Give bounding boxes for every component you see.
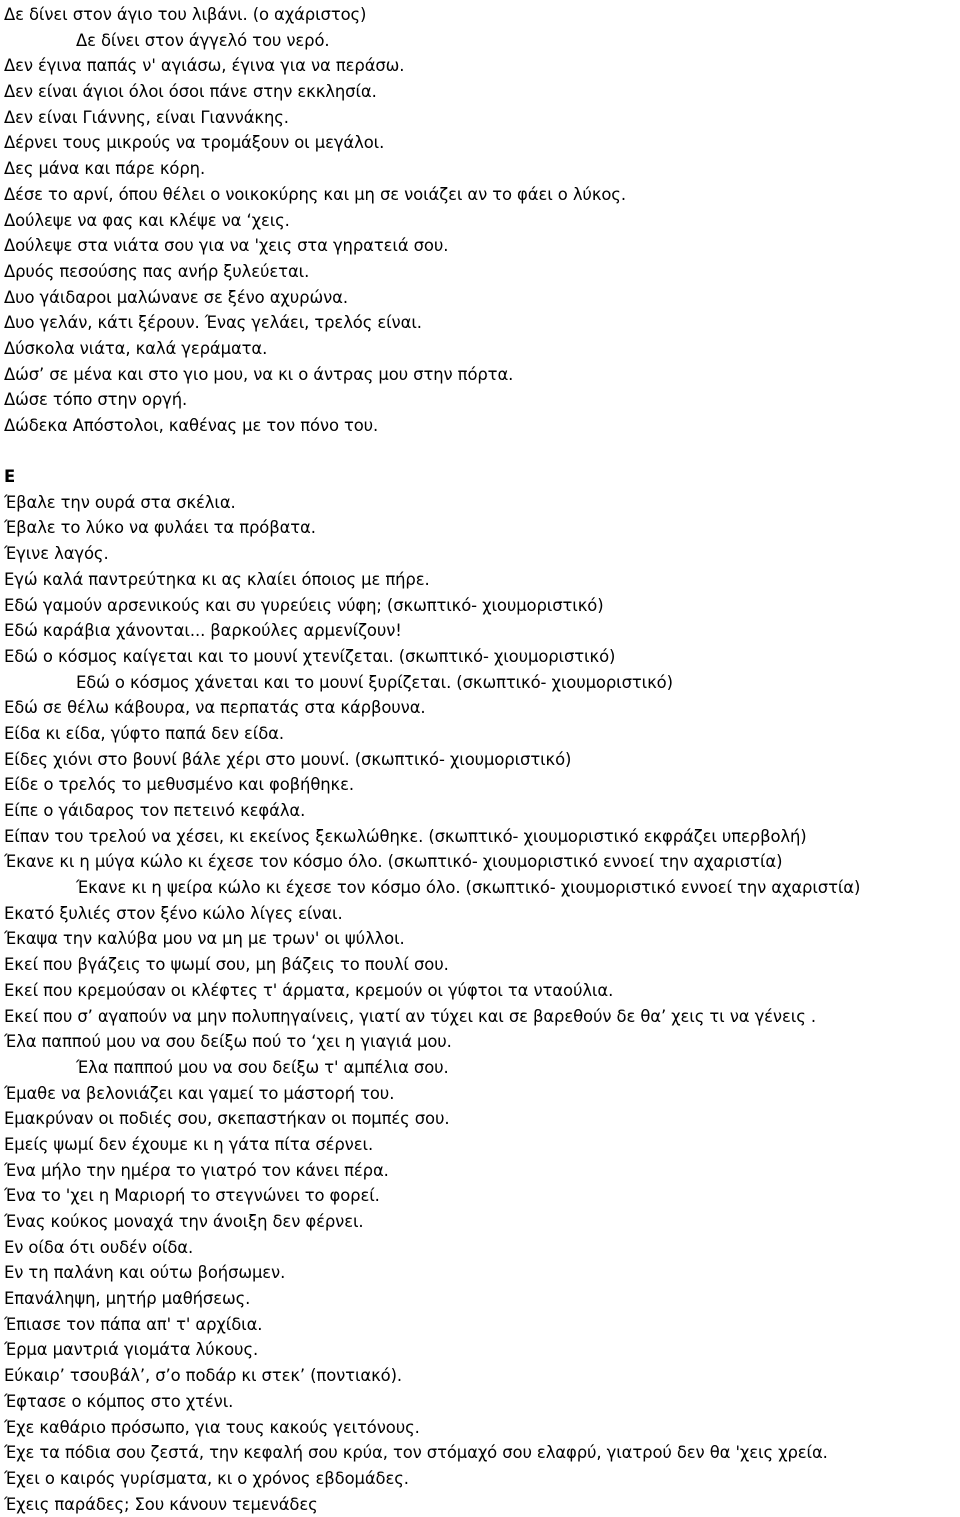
proverb-line: Δρυός πεσούσης πας ανήρ ξυλεύεται. (4, 261, 310, 281)
proverb-line: Είπε ο γάιδαρος τον πετεινό κεφάλα. (4, 801, 306, 821)
proverb-line: Έλα παππού μου να σου δείξω πού το ‘χει η γιαγιά μου. (4, 1032, 452, 1052)
proverb-line: Δέρνει τους μικρούς να τρομάξουν οι μεγάλοι. (4, 133, 385, 153)
proverb-line: Εκεί που βγάζεις το ψωμί σου, μη βάζεις το πουλί σου. (4, 955, 449, 975)
proverb-line: Δεν είναι Γιάννης, είναι Γιαννάκης. (4, 107, 289, 127)
proverb-line: Δώσε τόπο στην οργή. (4, 390, 188, 410)
proverb-line: Δυο γάιδαροι μαλώνανε σε ξένο αχυρώνα. (4, 287, 348, 307)
proverb-line: Δε δίνει στον άγιο του λιβάνι. (ο αχάριστος) (4, 5, 367, 24)
proverb-line: Εύκαιρ’ τσουβάλ’, σ’ο ποδάρ κι στεκ’ (ποντιακό). (4, 1366, 402, 1386)
proverb-line: Εδώ ο κόσμος χάνεται και το μουνί ξυρίζεται. (σκωπτικό- χιουμοριστικό) (76, 672, 673, 692)
proverb-line: Εδώ ο κόσμος καίγεται και το μουνί χτενίζεται. (σκωπτικό- χιουμοριστικό) (4, 646, 616, 666)
proverb-line: Δύσκολα νιάτα, καλά γεράματα. (4, 338, 268, 358)
proverb-line: Έμαθε να βελονιάζει και γαμεί το μάστορή του. (4, 1083, 395, 1103)
proverb-line: Δούλεψε να φας και κλέψε να ‘χεις. (4, 210, 290, 230)
proverb-line: Δες μάνα και πάρε κόρη. (4, 159, 206, 179)
proverb-line: Εκεί που κρεμούσαν οι κλέφτες τ' άρματα, κρεμούν οι γύφτοι τα νταούλια. (4, 980, 614, 1000)
proverb-line: Δεν είναι άγιοι όλοι όσοι πάνε στην εκκλησία. (4, 82, 377, 102)
proverb-line: Είπαν του τρελού να χέσει, κι εκείνος ξεκωλώθηκε. (σκωπτικό- χιουμοριστικό εκφράζει υπερβολή) (4, 826, 807, 846)
proverb-line: Έχει ο καιρός γυρίσματα, κι ο χρόνος εβδομάδες. (4, 1468, 409, 1488)
proverb-line: Εμακρύναν οι ποδιές σου, σκεπαστήκαν οι πομπές σου. (4, 1109, 450, 1129)
proverb-line: Εν οίδα ότι ουδέν οίδα. (4, 1237, 194, 1257)
proverb-line: Έχε τα πόδια σου ζεστά, την κεφαλή σου κρύα, τον στόμαχό σου ελαφρύ, γιατρού δεν θα 'χεις χρεία. (4, 1443, 828, 1463)
proverb-line: Ένας κούκος μοναχά την άνοιξη δεν φέρνει. (4, 1212, 364, 1232)
proverb-line: Δεν έγινα παπάς ν' αγιάσω, έγινα για να περάσω. (4, 56, 405, 76)
proverb-line: Ένα μήλο την ημέρα το γιατρό τον κάνει πέρα. (4, 1160, 389, 1180)
section-heading-epsilon: Ε (4, 467, 16, 487)
proverb-line: Δούλεψε στα νιάτα σου για να 'χεις στα γηρατειά σου. (4, 236, 449, 256)
proverb-line: Δυο γελάν, κάτι ξέρουν. Ένας γελάει, τρελός είναι. (4, 313, 422, 333)
proverb-line: Δέσε το αρνί, όπου θέλει ο νοικοκύρης και μη σε νοιάζει αν το φάει ο λύκος. (4, 184, 626, 204)
proverb-line: Εδώ σε θέλω κάβουρα, να περπατάς στα κάρβουνα. (4, 698, 426, 718)
proverb-line: Έκανε κι η ψείρα κώλο κι έχεσε τον κόσμο όλο. (σκωπτικό- χιουμοριστικό εννοεί την αχαριστία) (76, 878, 861, 898)
proverb-line: Δώδεκα Απόστολοι, καθένας με τον πόνο του. (4, 416, 379, 435)
proverb-line: Εν τη παλάνη και ούτω βοήσωμεν. (4, 1263, 286, 1283)
proverb-line: Έφτασε ο κόμπος στο χτένι. (4, 1391, 234, 1411)
proverb-line: Δε δίνει στον άγγελό του νερό. (76, 30, 330, 50)
proverb-line: Έρμα μαντριά γιομάτα λύκους. (4, 1340, 259, 1360)
proverb-line: Είδα κι είδα, γύφτο παπά δεν είδα. (4, 723, 284, 743)
proverb-line: Δώσ’ σε μένα και στο γιο μου, να κι ο άντρας μου στην πόρτα. (4, 364, 514, 384)
proverb-line: Εδώ καράβια χάνονται... βαρκούλες αρμενίζουν! (4, 621, 402, 641)
proverb-line: Έκαψα την καλύβα μου να μη με τρων' οι ψύλλοι. (4, 929, 405, 949)
proverb-line: Εκεί που σ’ αγαπούν να μην πολυπηγαίνεις, γιατί αν τύχει και σε βαρεθούν δε θα’ χεις τι να γένεις . (4, 1006, 816, 1026)
section-spacer (4, 439, 960, 464)
proverb-line: Εδώ γαμούν αρσενικούς και συ γυρεύεις νύφη; (σκωπτικό- χιουμοριστικό) (4, 595, 604, 615)
proverb-line: Εγώ καλά παντρεύτηκα κι ας κλαίει όποιος με πήρε. (4, 569, 430, 589)
proverb-line: Έκανε κι η μύγα κώλο κι έχεσε τον κόσμο όλο. (σκωπτικό- χιουμοριστικό εννοεί την αχαριστία) (4, 852, 783, 872)
proverbs-section-epsilon (4, 490, 960, 1517)
proverb-line: Έχε καθάριο πρόσωπο, για τους κακούς γειτόνους. (4, 1417, 420, 1437)
proverb-line: Έχεις παράδες; Σου κάνουν τεμενάδες (4, 1494, 318, 1514)
proverb-line: Είδε ο τρελός το μεθυσμένο και φοβήθηκε. (4, 775, 354, 795)
proverb-line: Είδες χιόνι στο βουνί βάλε χέρι στο μουνί. (σκωπτικό- χιουμοριστικό) (4, 749, 572, 769)
proverb-line: Εκατό ξυλιές στον ξένο κώλο λίγες είναι. (4, 903, 343, 923)
proverb-line: Έγινε λαγός. (4, 544, 109, 564)
proverb-line: Επανάληψη, μητήρ μαθήσεως. (4, 1289, 251, 1309)
proverb-line: Έβαλε την ουρά στα σκέλια. (4, 492, 236, 512)
proverb-line: Έλα παππού μου να σου δείξω τ' αμπέλια σου. (76, 1057, 449, 1077)
proverb-line: Έβαλε το λύκο να φυλάει τα πρόβατα. (4, 518, 316, 538)
proverb-line: Ένα το 'χει η Μαριορή το στεγνώνει το φορεί. (4, 1186, 380, 1206)
proverb-line: Έπιασε τον πάπα απ' τ' αρχίδια. (4, 1314, 263, 1334)
proverb-line: Εμείς ψωμί δεν έχουμε κι η γάτα πίτα σέρνει. (4, 1134, 374, 1154)
proverbs-section-delta (4, 2, 960, 439)
